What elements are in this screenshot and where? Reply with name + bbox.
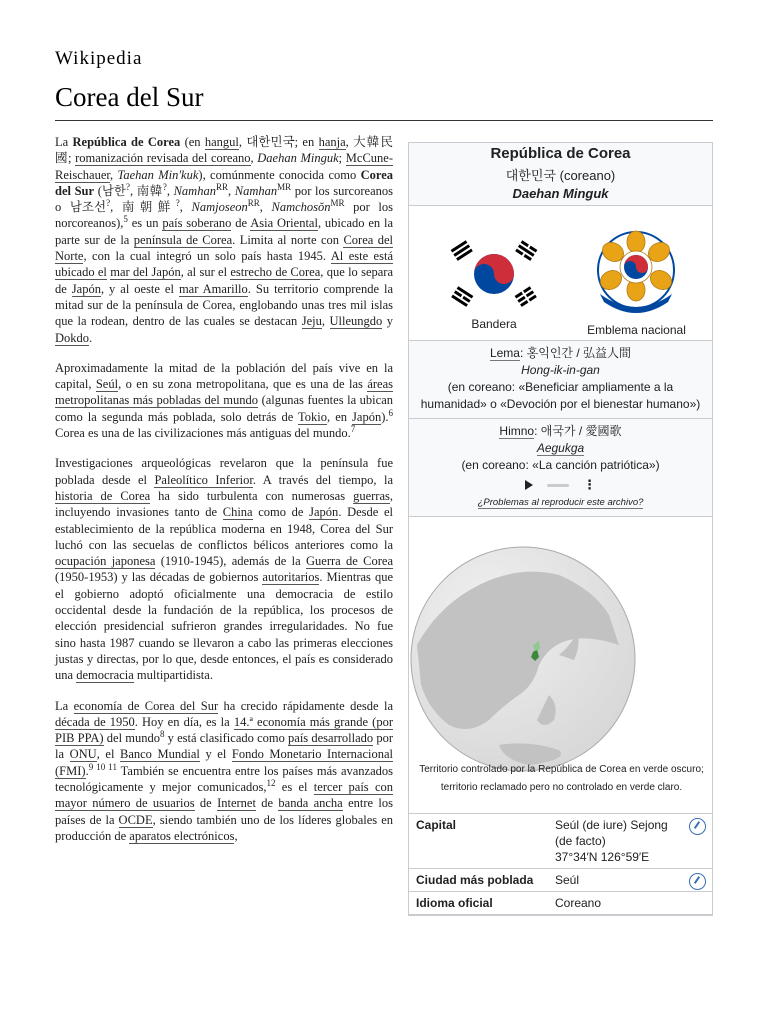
link-japon-3[interactable]: Japón [309, 505, 339, 520]
link-mccune[interactable]: McCune-Reischauer [55, 151, 393, 182]
anthem-translation: (en coreano: «La canción patriótica») [461, 458, 660, 472]
anthem-section [409, 419, 712, 517]
row-value[interactable]: Coreano [555, 896, 602, 910]
site-wordmark[interactable]: Wikipedia [55, 48, 143, 69]
anthem-line: Himno: 애국가 / 愛國歌 [499, 424, 622, 438]
anthem-label-link[interactable]: Himno [499, 424, 535, 438]
link-economia[interactable]: economía de Corea del Sur [73, 698, 219, 713]
link-mar-amarillo[interactable]: mar Amarillo [178, 281, 248, 296]
infobox-row-largest-city [409, 869, 712, 892]
row-value [555, 817, 706, 865]
infobox [408, 142, 713, 916]
link-tercer-pais[interactable]: tercer país con mayor número de usuarios [55, 779, 393, 811]
row-value[interactable]: Seúl [555, 873, 580, 887]
link-internet[interactable]: Internet [217, 796, 256, 811]
anthem-roman [417, 440, 704, 457]
link-guerra-corea[interactable]: Guerra de Corea [306, 554, 393, 569]
globe-map[interactable] [409, 545, 637, 773]
link-ocupacion[interactable]: ocupación japonesa [55, 554, 156, 569]
flag-image[interactable] [432, 234, 556, 314]
link-mar-japon[interactable]: mar del Japón [110, 265, 181, 280]
row-label[interactable]: Idioma oficial [416, 896, 493, 910]
link-romanizacion[interactable]: romanización revisada del coreano [75, 151, 251, 166]
coordinates-value[interactable]: 37°34′N 126°59′E [555, 850, 650, 864]
infobox-symbols [409, 206, 712, 341]
coordinates-icon[interactable] [689, 818, 706, 835]
infobox-romanized: Daehan Minguk [512, 186, 609, 201]
paragraph-history: Investigaciones arqueológicas revelaron que la península fue poblada desde el Paleolítico Inferior. A través del tiempo, la historia de Corea ha sido turbulenta con numerosas guerras, incluyendo invasiones tanto de China como de Japón. Desde el establecimiento de la república moderna en 1948, Corea del Sur luchó con las secuelas de conflictos bélicos anteriores como la ocupación japonesa (1910-1945), además de la Guerra de Corea (1950-1953) y las décadas de gobiernos autoritarios. Mientras que el gobierno adoptó oficialmente una democracia de estilo occidental desde la fundación de la república, los procesos de elección presidencial sufrieron grandes irregularidades. No fue sino hasta 1987 cuando se llevaron a cabo las primeras elecciones justas y directas, por lo que, desde entonces, el país es considerado una democracia multipartidista. [55, 456, 394, 683]
row-label[interactable]: Capital [416, 818, 457, 832]
native-name: 대한민국 [505, 168, 556, 183]
link-areas-metro[interactable]: áreas metropolitanas más pobladas del mundo [55, 377, 393, 408]
audio-player [417, 477, 704, 492]
infobox-title: República de Corea [490, 145, 631, 162]
link-jeju[interactable]: Jeju [301, 314, 322, 329]
infobox-native-name [413, 165, 708, 184]
coordinates-icon[interactable] [689, 873, 706, 890]
link-desarrollado[interactable]: país desarrollado [288, 731, 374, 746]
link-decada[interactable]: década de 1950 [55, 714, 135, 729]
link-ulleungdo[interactable]: Ulleungdo [329, 314, 383, 329]
motto-label-link[interactable]: Lema [489, 346, 520, 360]
link-guerras[interactable]: guerras [353, 488, 390, 503]
anthem-roman-link[interactable]: Aegukga [536, 441, 585, 455]
link-fmi[interactable]: Fondo Monetario Internacional (FMI) [55, 747, 393, 778]
paragraph-intro: La República de Corea (en hangul, 대한민국; en hanja, 大韓民國; romanización revisada del coreano, Daehan Minguk; McCune-Reischauer, Taehan Min'kuk), comúnmente conocida como Corea del Sur (남한?, 南韓?, Namhan$^{RR}$, Namhan$^{MR}$ por los surcoreanos o 남조선?, 南朝鮮?, Namjoseon$^{RR}$, Namchosŏn$^{MR}$ por los norcoreanos),$^5$ es un país soberano de Asia Oriental, ubicado en la parte sur de la península de Corea. Limita al norte con Corea del Norte, con la cual integró un solo país hasta 1945. Al este está ubicado el mar del Japón, al sur el estrecho de Corea, que lo separa de Japón, y al oeste el mar Amarillo. Su territorio comprende la mitad sur de la península de Corea, englobando unas tres mil islas que la rodean, dentro de las cuales se destacan Jeju, Ulleungdo y Dokdo. [55, 135, 394, 345]
link-banco-mundial[interactable]: Banco Mundial [120, 747, 200, 762]
link-tokio[interactable]: Tokio [298, 409, 328, 424]
emblem-image[interactable] [584, 228, 689, 318]
link-hanja[interactable]: hanja [318, 135, 346, 149]
audio-help-link[interactable] [417, 494, 704, 511]
motto-roman: Hong-ik-in-gan [521, 363, 600, 377]
row-label: Ciudad más poblada [416, 873, 534, 887]
link-al-este[interactable]: Al este está ubicado el [55, 249, 393, 280]
link-japon[interactable]: Japón [71, 281, 101, 296]
emblem-caption[interactable]: Emblema nacional [587, 323, 686, 337]
flag-caption[interactable]: Bandera [471, 317, 517, 331]
more-icon[interactable]: ⋮ [583, 477, 596, 492]
link-estrecho[interactable]: estrecho de Corea [230, 265, 321, 280]
link-onu[interactable]: ONU [69, 747, 97, 762]
capital-value[interactable]: Seúl (de iure) Sejong (de facto) [555, 818, 668, 848]
link-japon-2[interactable]: Japón [352, 409, 382, 424]
page-title: Corea del Sur [55, 82, 204, 112]
article-body [55, 134, 393, 858]
link-dokdo[interactable]: Dokdo [55, 330, 90, 345]
motto-native: 홍익인간 / 弘益人間 [526, 346, 632, 360]
play-icon[interactable] [525, 480, 533, 490]
motto-section [409, 341, 712, 419]
infobox-row-capital [409, 814, 712, 869]
link-china[interactable]: China [222, 505, 253, 520]
paragraph-population: Aproximadamente la mitad de la población del país vive en la capital, Seúl, o en su zona metropolitana, que es una de las áreas metropolitanas más pobladas del mundo (algunas fuentes la ubican como la segunda más poblada, solo detrás de Tokio, en Japón).$^6$ Corea es una de las civilizaciones más antiguas del mundo.$^7$ [55, 360, 393, 441]
link-corea-norte[interactable]: Corea del Norte [55, 232, 394, 264]
seek-bar[interactable] [547, 484, 569, 487]
link-asia-oriental[interactable]: Asia Oriental [250, 216, 318, 231]
link-paleolitico[interactable]: Paleolítico Inferior [154, 472, 253, 487]
title-divider [55, 120, 713, 121]
link-autoritarios[interactable]: autoritarios [262, 570, 320, 585]
link-peninsula[interactable]: península de Corea [133, 232, 233, 247]
link-hangul[interactable]: hangul [204, 135, 239, 149]
link-14a[interactable]: 14.ª economía más grande (por PIB PPA) [55, 714, 394, 746]
infobox-header [409, 143, 712, 206]
infobox-row-language [409, 892, 712, 915]
link-seul[interactable]: Seúl [95, 377, 119, 392]
motto-line: Lema: 홍익인간 / 弘益人間 [489, 346, 632, 360]
link-ocde[interactable]: OCDE [118, 812, 153, 827]
link-democracia[interactable]: democracia [76, 668, 134, 683]
link-banda-ancha[interactable]: banda ancha [278, 796, 343, 811]
paragraph-economy: La economía de Corea del Sur ha crecido rápidamente desde la década de 1950. Hoy en día, es la 14.ª economía más grande (por PIB PPA) del mundo$^8$ y está clasificado como país desarrollado por la ONU, el Banco Mundial y el Fondo Monetario Internacional (FMI).$^{9 10 11}$ También se encuentra entre los países más avanzados tecnológicamente y mejor comunicados,$^{12}$ es el tercer país con mayor número de usuarios de Internet de banda ancha entre los países de la OCDE, siendo también uno de los líderes globales en producción de aparatos electrónicos, [55, 698, 394, 843]
link-pais-soberano[interactable]: país soberano [162, 216, 232, 231]
motto-translation: (en coreano: «Beneficiar ampliamente a la humanidad» o «Devoción por el bienestar humano») [420, 380, 701, 411]
anthem-native: 애국가 / 愛國歌 [540, 424, 622, 438]
native-lang-link[interactable]: (coreano) [559, 168, 616, 183]
audio-help-text[interactable]: ¿Problemas al reproducir este archivo? [477, 497, 644, 508]
map-caption: Territorio controlado por la República de Corea en verde oscuro; territorio reclamado pero no controlado en verde claro. [419, 764, 704, 793]
link-historia[interactable]: historia de Corea [55, 488, 151, 503]
location-map [409, 517, 712, 814]
link-aparatos[interactable]: aparatos electrónicos [129, 828, 235, 843]
